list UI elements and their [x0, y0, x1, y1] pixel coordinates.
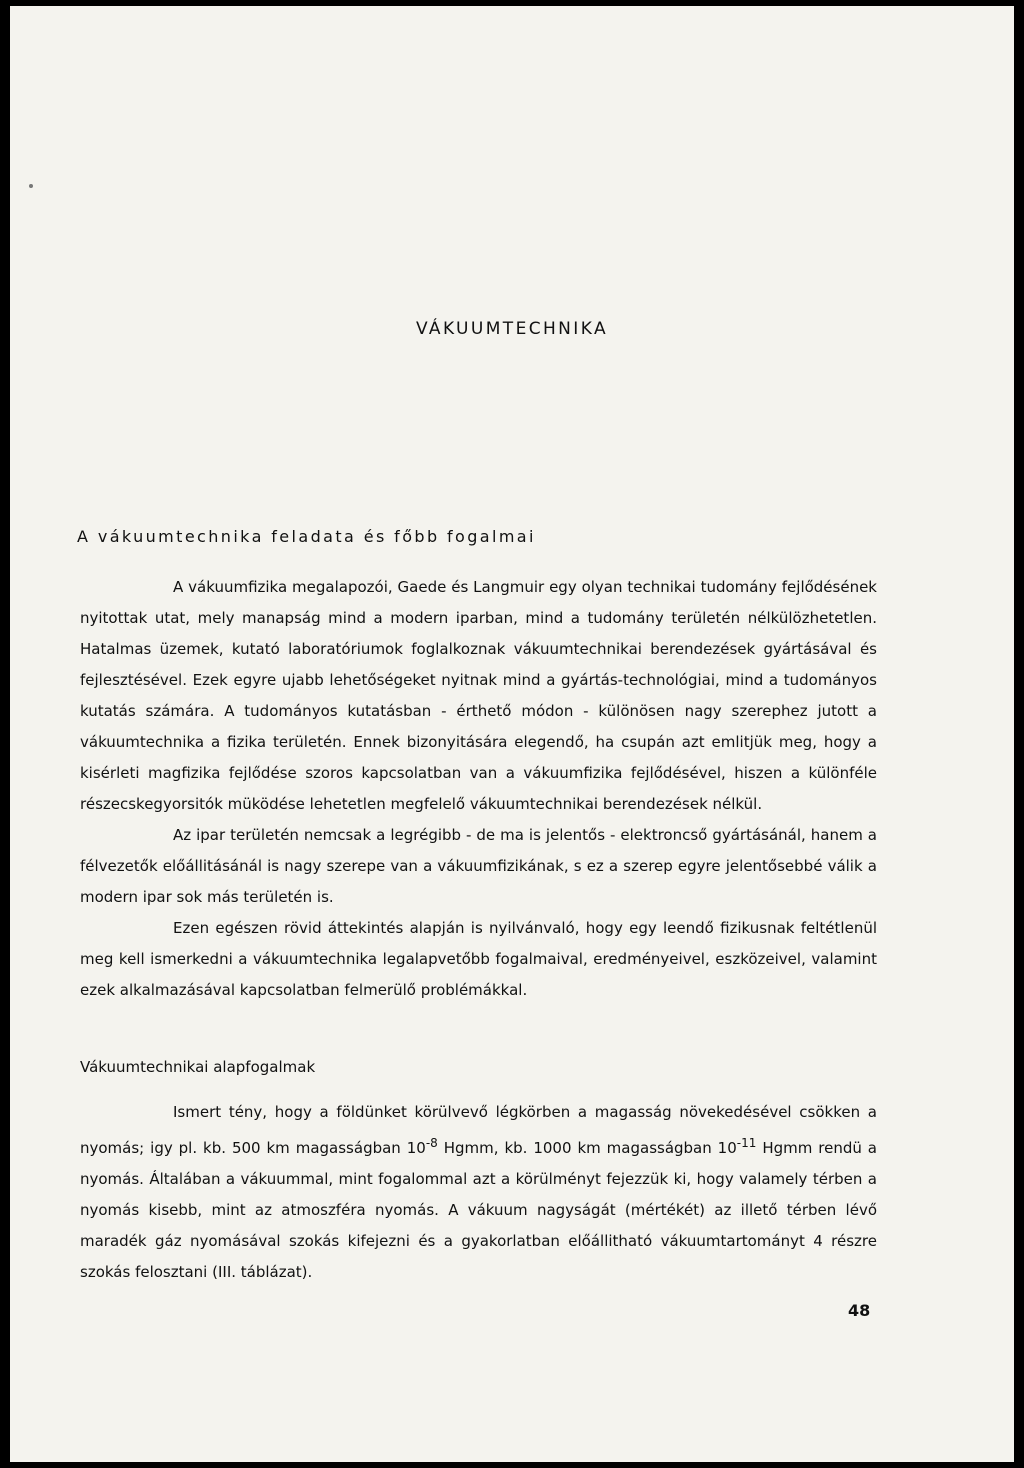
paragraph-2: Az ipar területén nemcsak a legrégibb - de ma is jelentős - elektroncső gyártásánál, hanem a félvezetők előállitásánál is nagy szerepe van a vákuumfizikának, s ez a szerep egyre jelentősebbé válik a modern ipar sok más területén is.: [80, 826, 877, 906]
paragraph-4: [80, 1097, 877, 1288]
scan-speck: [29, 184, 33, 188]
subheading: Vákuumtechnikai alapfogalmak: [80, 1058, 316, 1076]
document-page: [10, 6, 1014, 1462]
paragraph-4-block: [80, 1097, 877, 1288]
exponent-2: -11: [736, 1136, 757, 1150]
intro-text: [80, 572, 877, 1006]
exponent-1: -8: [425, 1136, 438, 1150]
paragraph-4-part3: Hgmm rendü a nyomás. Általában a vákuummal, mint fogalommal azt a körülményt fejezzük ki, hogy valamely térben a nyomás kisebb, mint az atmoszféra nyomás. A vákuum nagyságát (mértékét) az illető térben lévő maradék gáz nyomásával szokás kifejezni és a gyakorlatban előállitható vákuumtartományt 4 részre szokás felosztani (III. táblázat).: [80, 1139, 877, 1281]
section-heading: A vákuumtechnika feladata és főbb fogalmai: [77, 527, 536, 546]
page-number: 48: [848, 1301, 871, 1320]
paragraph-4-part1: Ismert tény, hogy a földünket körülvevő légkörben a magasság növekedésével csökken a nyomás; igy pl. kb. 500 km magasságban 10: [80, 1103, 877, 1157]
paragraph-4-part2: Hgmm, kb. 1000 km magasságban 10: [437, 1139, 737, 1157]
page-title: VÁKUUMTECHNIKA: [415, 319, 608, 339]
paragraph-3: Ezen egészen rövid áttekintés alapján is nyilvánvaló, hogy egy leendő fizikusnak feltétlenül meg kell ismerkedni a vákuumtechnika legalapvetőbb fogalmaival, eredményeivel, eszközeivel, valamint ezek alkalmazásával kapcsolatban felmerülő problémákkal.: [80, 919, 877, 999]
paragraph-1: A vákuumfizika megalapozói, Gaede és Langmuir egy olyan technikai tudomány fejlődésének nyitottak utat, mely manapság mind a modern iparban, mind a tudomány területén nélkülözhetetlen. Hatalmas üzemek, kutató laboratóriumok foglalkoznak vákuumtechnikai berendezések gyártásával és fejlesztésével. Ezek egyre ujabb lehetőségeket nyitnak mind a gyártás-technológiai, mind a tudományos kutatás számára. A tudományos kutatásban - érthető módon - különösen nagy szerephez jutott a vákuumtechnika a fizika területén. Ennek bizonyitására elegendő, ha csupán azt emlitjük meg, hogy a kisérleti magfizika fejlődése szoros kapcsolatban van a vákuumfizika fejlődésével, hiszen a különféle részecskegyorsitók müködése lehetetlen megfelelő vákuumtechnikai berendezések nélkül.: [80, 578, 877, 813]
